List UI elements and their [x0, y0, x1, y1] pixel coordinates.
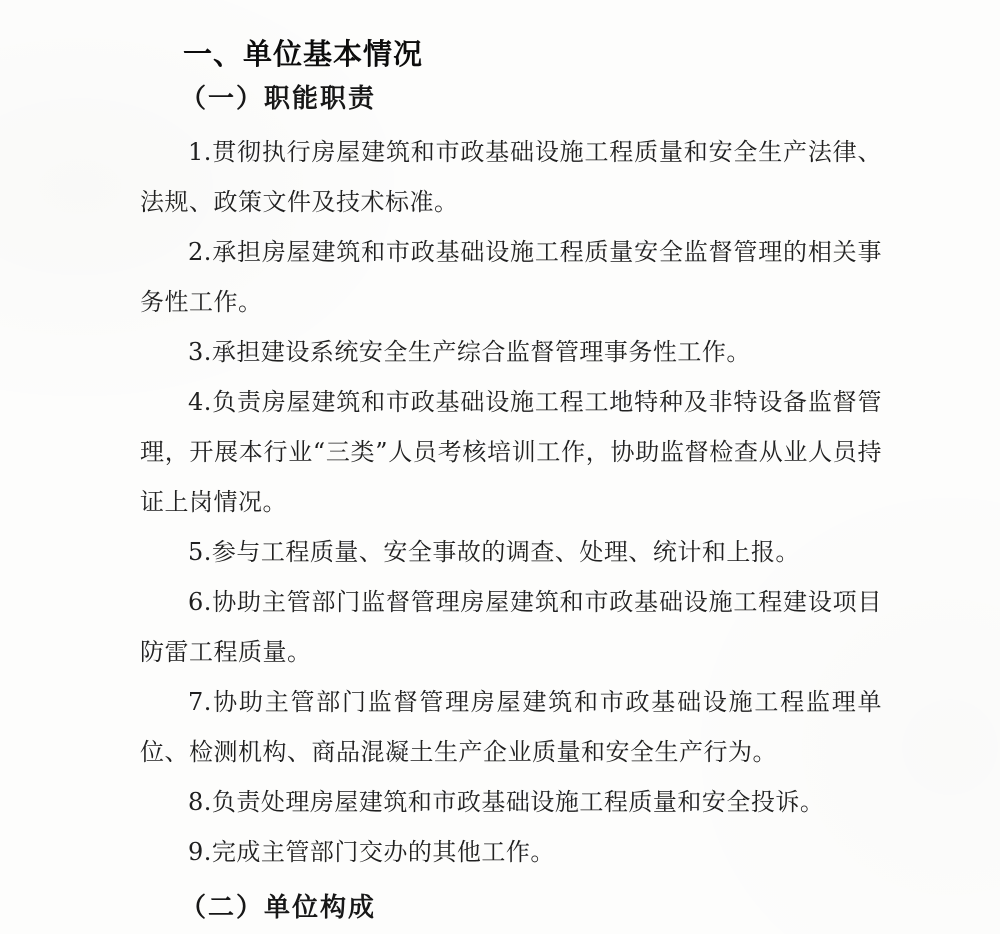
paragraph-item-3: 3.承担建设系统安全生产综合监督管理事务性工作。 — [188, 338, 751, 366]
section-heading: 一、单位基本情况 — [183, 37, 424, 71]
subsection-heading-composition: （二）单位构成 — [180, 893, 377, 923]
document-body — [140, 127, 882, 877]
paragraph-item-9: 9.完成主管部门交办的其他工作。 — [188, 838, 555, 866]
paragraph-item-5: 5.参与工程质量、安全事故的调查、处理、统计和上报。 — [188, 538, 800, 566]
paragraph-item-1: 1.贯彻执行房屋建筑和市政基础设施工程质量和安全生产法律、法规、政策文件及技术标准。 — [140, 138, 882, 216]
document-page — [140, 34, 882, 931]
paragraph-item-8: 8.负责处理房屋建筑和市政基础设施工程质量和安全投诉。 — [188, 788, 825, 816]
paragraph-item-4: 4.负责房屋建筑和市政基础设施工程工地特种及非特设备监督管理，开展本行业“三类”人员考核培训工作，协助监督检查从业人员持证上岗情况。 — [140, 388, 882, 516]
paragraph-item-6: 6.协助主管部门监督管理房屋建筑和市政基础设施工程建设项目防雷工程质量。 — [140, 588, 882, 666]
subsection-heading-functions: （一）职能职责 — [180, 84, 377, 114]
paragraph-item-2: 2.承担房屋建筑和市政基础设施工程质量安全监督管理的相关事务性工作。 — [140, 238, 882, 316]
paragraph-item-7: 7.协助主管部门监督管理房屋建筑和市政基础设施工程监理单位、检测机构、商品混凝土生产企业质量和安全生产行为。 — [140, 688, 882, 766]
